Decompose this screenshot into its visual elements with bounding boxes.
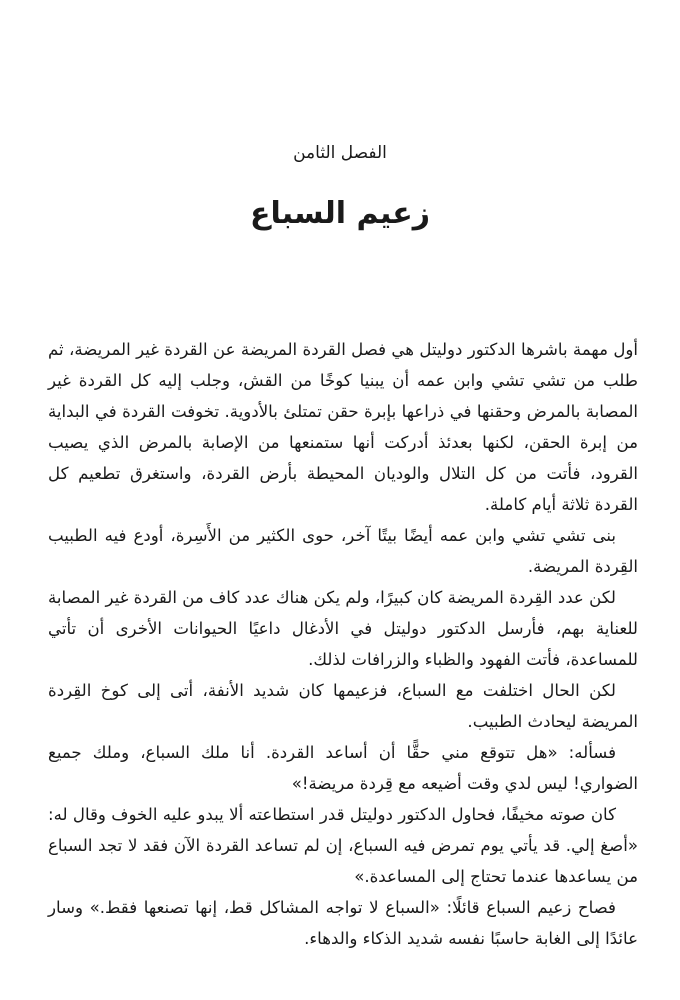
paragraph: لكن عدد القِردة المريضة كان كبيرًا، ولم يكن هناك عدد كاف من القردة غير المصابة للعناية بهم، فأرسل الدكتور دوليتل في الأدغال داعيًا الحيوانات الأخرى أن تأتي للمساعدة، فأتت الفهود والظباء والزرافات لذلك.	[48, 588, 638, 669]
paragraph: فصاح زعيم السباع قائلًا: «السباع لا تواجه المشاكل قط، إنها تصنعها فقط.» وسار عائدًا إلى الغابة حاسبًا نفسه شديد الذكاء والدهاء.	[48, 898, 638, 948]
paragraph: بنى تشي تشي وابن عمه أيضًا بيتًا آخر، حوى الكثير من الأَسِرة، أودع فيه الطبيب القِردة المريضة.	[48, 526, 638, 576]
paragraph: أول مهمة باشرها الدكتور دوليتل هي فصل القردة المريضة عن القردة غير المريضة، ثم طلب من تشي تشي وابن عمه أن يبنيا كوخًا من القش، وجلب إليه كل القردة غير المصابة بالمرض وحقنها في ذراعها بإبرة حقن تمتلئ بالأدوية. تخوفت القردة في البداية من إبرة الحقن، لكنها بعدئذ أدركت أنها ستمنعها من الإصابة بالمرض الذي يصيب القرود، فأتت من كل التلال والوديان المحيطة بأرض القردة، واستغرق تطعيم كل القردة ثلاثة أيام كاملة.	[48, 340, 638, 514]
paragraph: فسأله: «هل تتوقع مني حقًّا أن أساعد القردة. أنا ملك السباع، وملك جميع الضواري! ليس لدي وقت أضيعه مع قِردة مريضة!»	[48, 743, 638, 793]
chapter-body	[48, 334, 638, 954]
paragraph: لكن الحال اختلفت مع السباع، فزعيمها كان شديد الأنفة، أتى إلى كوخ القِردة المريضة ليحادث الطبيب.	[48, 681, 638, 731]
chapter-title: زعيم السباع	[249, 196, 431, 231]
paragraph: كان صوته مخيفًا، فحاول الدكتور دوليتل قدر استطاعته ألا يبدو عليه الخوف وقال له: «أصغ إلي. قد يأتي يوم تمرض فيه السباع، إن لم تساعد القردة الآن فقد لا تجد السباع من يساعدها عندما تحتاج إلى المساعدة.»	[48, 805, 638, 886]
chapter-label: الفصل الثامن	[293, 143, 387, 163]
